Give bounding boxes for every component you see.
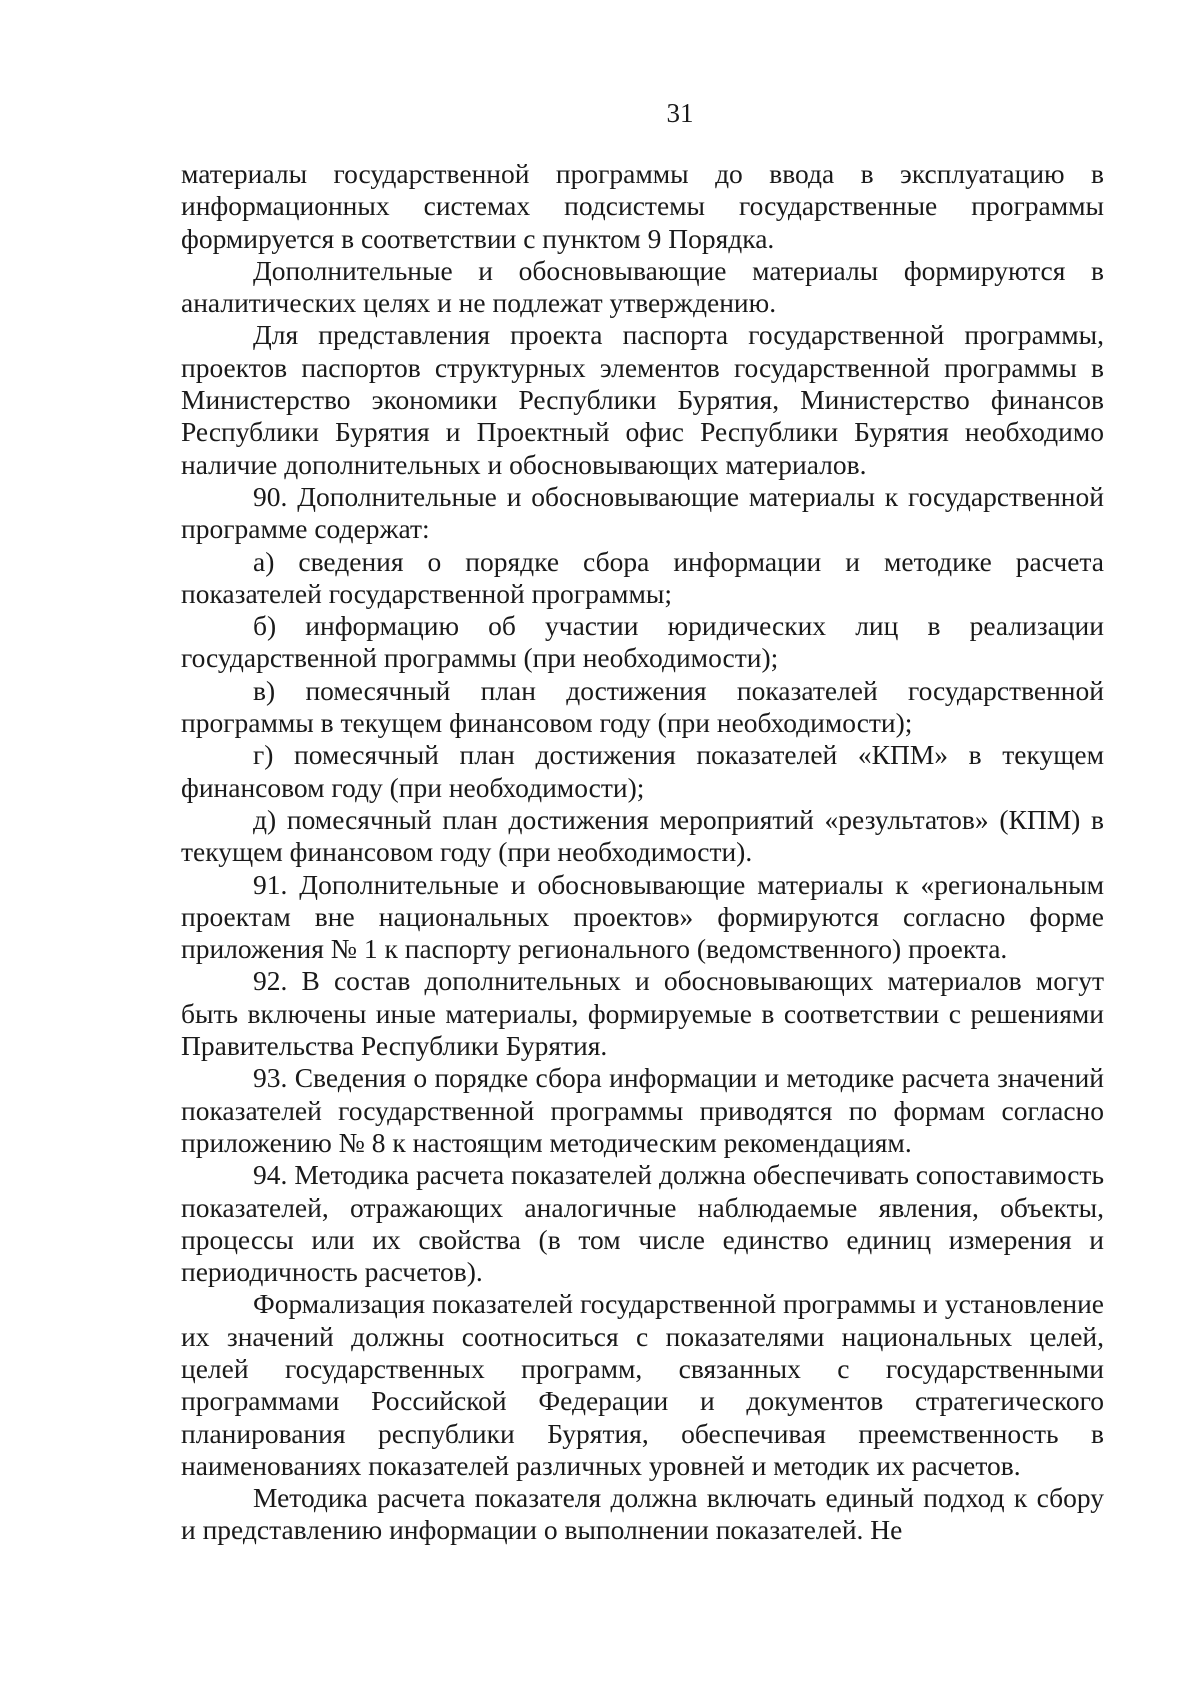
paragraph-item-94: 94. Методика расчета показателей должна обеспечивать сопоставимость показателей, отражающих аналогичные наблюдаемые явления, объекты, процессы или их свойства (в том числе единство единиц измерения и периодичность расчетов). — [181, 1159, 1104, 1288]
paragraph-item-93: 93. Сведения о порядке сбора информации и методике расчета значений показателей государственной программы приводятся по формам согласно приложению № 8 к настоящим методическим рекомендациям. — [181, 1062, 1104, 1158]
paragraph-continuation: материалы государственной программы до ввода в эксплуатацию в информационных системах подсистемы государственные программы формируется в соответствии с пунктом 9 Порядка. — [181, 158, 1104, 254]
list-item-v: в) помесячный план достижения показателей государственной программы в текущем финансовом году (при необходимости); — [181, 674, 1104, 739]
paragraph-passport-submission: Для представления проекта паспорта государственной программы, проектов паспортов структурных элементов государственной программы в Министерство экономики Республики Бурятия, Министерство финансов Республики Бурятия и Проектный офис Республики Бурятия необходимо наличие дополнительных и обосновывающих материалов. — [181, 319, 1104, 480]
list-item-a: а) сведения о порядке сбора информации и методике расчета показателей государственной программы; — [181, 545, 1104, 609]
paragraph-methodology: Методика расчета показателя должна включать единый подход к сбору и представлению информации о выполнении показателей. Не — [181, 1482, 1104, 1546]
paragraph-item-92: 92. В состав дополнительных и обосновывающих материалов могут быть включены иные материалы, формируемые в соответствии с решениями Правительства Республики Бурятия. — [181, 965, 1104, 1062]
paragraph-additional-materials-purpose: Дополнительные и обосновывающие материалы формируются в аналитических целях и не подлежат утверждению. — [181, 254, 1104, 319]
paragraph-formalization: Формализация показателей государственной программы и установление их значений должны соотноситься с показателями национальных целей, целей государственных программ, связанных с государственными программами Российской Федерации и документов стратегического планирования республики Бурятия, обеспечивая преемственность в наименованиях показателей различных уровней и методик их расчетов. — [181, 1288, 1104, 1481]
page-number: 31 — [666, 98, 694, 128]
document-body — [181, 158, 1104, 1547]
paragraph-item-90: 90. Дополнительные и обосновывающие материалы к государственной программе содержат: — [181, 480, 1104, 545]
list-item-b: б) информацию об участии юридических лиц в реализации государственной программы (при необходимости); — [181, 610, 1104, 674]
list-item-g: г) помесячный план достижения показателей «КПМ» в текущем финансовом году (при необходимости); — [181, 739, 1104, 803]
list-item-d: д) помесячный план достижения мероприятий «результатов» (КПМ) в текущем финансовом году (при необходимости). — [181, 803, 1104, 868]
paragraph-item-91: 91. Дополнительные и обосновывающие материалы к «региональным проектам вне национальных проектов» формируются согласно форме приложения № 1 к паспорту регионального (ведомственного) проекта. — [181, 868, 1104, 965]
